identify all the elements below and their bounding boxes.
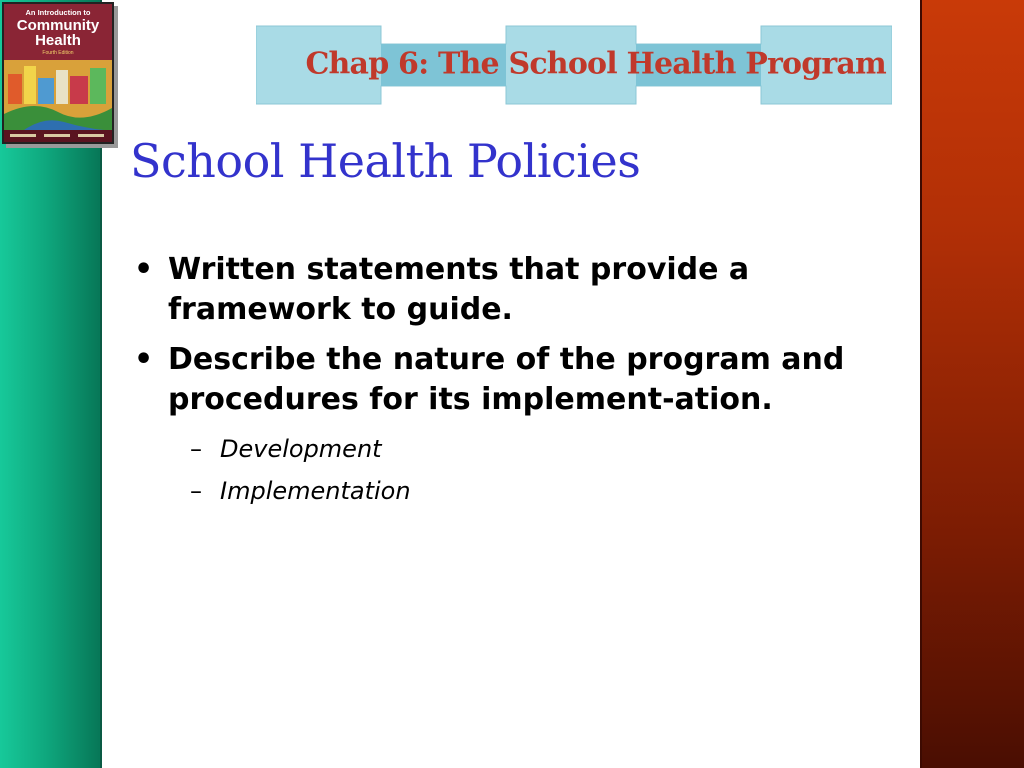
bullet-item (130, 250, 880, 330)
book-title-line3: Health (35, 32, 81, 49)
bullet-list (130, 250, 880, 522)
bullet-icon: • (134, 342, 154, 377)
chapter-banner (256, 24, 892, 106)
bullet-icon: • (134, 252, 154, 287)
book-edition: Fourth Edition (42, 50, 74, 56)
sub-bullet-list (168, 428, 880, 512)
slide-title: School Health Policies (130, 134, 641, 188)
bullet-text: Written statements that provide a framework to guide. (168, 252, 750, 327)
book-cover-image (2, 2, 114, 144)
dash-icon: – (190, 477, 202, 505)
bullet-item (130, 340, 880, 512)
sub-bullet-item (176, 470, 880, 512)
bullet-text: Describe the nature of the program and procedures for its implement-ation. (168, 342, 845, 417)
sub-bullet-text: Implementation (220, 477, 411, 505)
sub-bullet-text: Development (220, 435, 382, 463)
dash-icon: – (190, 435, 202, 463)
book-title-line1: An Introduction to (25, 8, 91, 17)
chapter-title: Chap 6: The School Health Program (305, 46, 886, 82)
book-title-line2: Community (16, 17, 100, 34)
sub-bullet-item (176, 428, 880, 470)
right-decorative-bar (920, 0, 1024, 768)
